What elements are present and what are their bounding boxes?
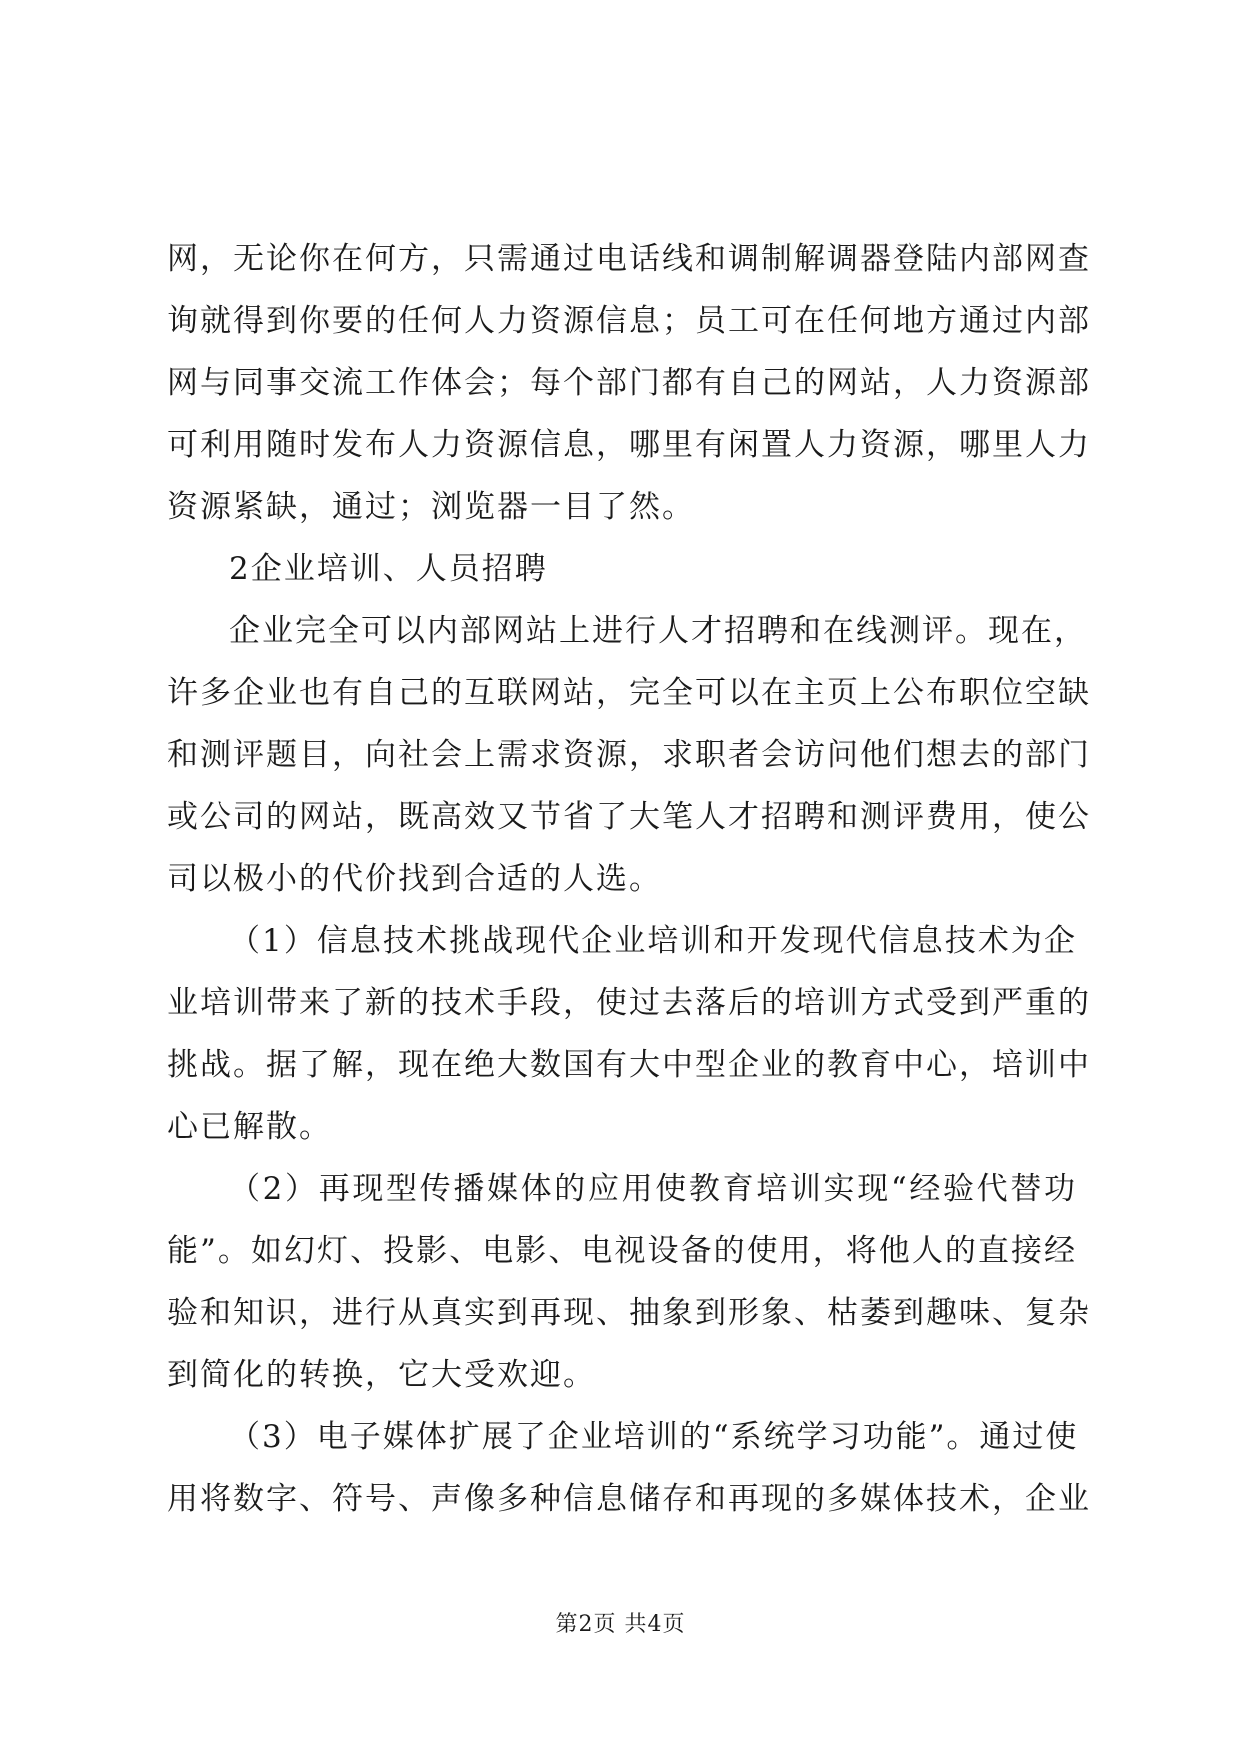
- text-line: 到简化的转换，它大受欢迎。: [167, 1357, 596, 1393]
- text-line: 能”。如幻灯、投影、电影、电视设备的使用，将他人的直接经: [167, 1233, 1077, 1269]
- text-line: 验和知识，进行从真实到再现、抽象到形象、枯萎到趣味、复杂: [167, 1295, 1091, 1331]
- text-line: 和测评题目，向社会上需求资源，求职者会访问他们想去的部门: [167, 737, 1091, 773]
- text-line: 许多企业也有自己的互联网站，完全可以在主页上公布职位空缺: [167, 675, 1091, 711]
- text-line: 可利用随时发布人力资源信息，哪里有闲置人力资源，哪里人力: [167, 427, 1091, 463]
- text-line: （2）再现型传播媒体的应用使教育培训实现“经验代替功: [229, 1171, 1077, 1207]
- text-line: 2企业培训、人员招聘: [229, 551, 548, 587]
- text-line: 用将数字、符号、声像多种信息储存和再现的多媒体技术，企业: [167, 1481, 1091, 1517]
- text-line: （1）信息技术挑战现代企业培训和开发现代信息技术为企: [229, 923, 1077, 959]
- page-footer: 第2页 共4页: [555, 1612, 686, 1637]
- text-line: （3）电子媒体扩展了企业培训的“系统学习功能”。通过使: [229, 1419, 1079, 1455]
- body-text: [167, 228, 1091, 1530]
- text-line: 司以极小的代价找到合适的人选。: [167, 861, 662, 897]
- text-line: 挑战。据了解，现在绝大数国有大中型企业的教育中心，培训中: [167, 1047, 1091, 1083]
- text-line: 或公司的网站，既高效又节省了大笔人才招聘和测评费用，使公: [167, 799, 1091, 835]
- text-line: 企业完全可以内部网站上进行人才招聘和在线测评。现在，: [229, 613, 1087, 649]
- text-line: 网与同事交流工作体会；每个部门都有自己的网站，人力资源部: [167, 365, 1091, 401]
- text-line: 业培训带来了新的技术手段，使过去落后的培训方式受到严重的: [167, 985, 1091, 1021]
- text-line: 资源紧缺，通过；浏览器一目了然。: [167, 489, 695, 525]
- text-line: 网，无论你在何方，只需通过电话线和调制解调器登陆内部网查: [167, 241, 1091, 277]
- text-line: 心已解散。: [167, 1109, 332, 1145]
- text-line: 询就得到你要的任何人力资源信息；员工可在任何地方通过内部: [167, 303, 1091, 339]
